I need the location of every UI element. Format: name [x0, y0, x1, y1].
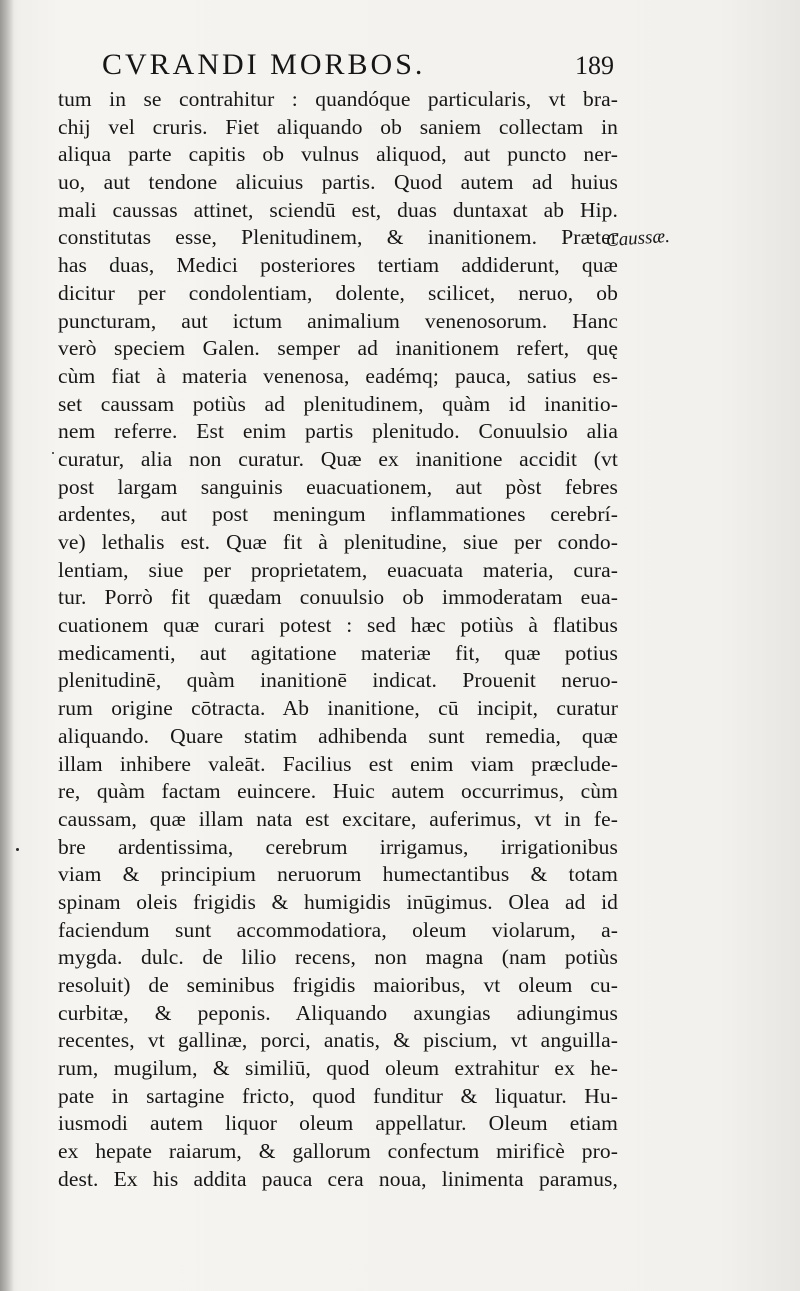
ink-speck [52, 452, 54, 454]
text-line: recentes, vt gallinæ, porci, anatis, & piscium, vt anguilla- [58, 1028, 618, 1053]
text-line: bre ardentissima, cerebrum irrigamus, irrigationibus [58, 834, 618, 859]
text-line: ardentes, aut post meningum inflammationes cerebrí- [58, 502, 618, 527]
text-line: mali caussas attinet, sciendū est, duas duntaxat ab Hip. [58, 197, 618, 222]
text-line: iusmodi autem liquor oleum appellatur. Oleum etiam [58, 1111, 618, 1136]
text-line: curbitæ, & peponis. Aliquando axungias adiungimus [58, 1000, 618, 1025]
text-line: dest. Ex his addita pauca cera noua, linimenta paramus, [58, 1166, 618, 1191]
body-text [58, 86, 618, 1194]
text-line: tur. Porrò fit quædam conuulsio ob immoderatam eua- [58, 585, 618, 610]
ink-speck [16, 848, 19, 851]
text-line: cuationem quæ curari potest : sed hæc potiùs à flatibus [58, 613, 618, 638]
text-line: spinam oleis frigidis & humigidis inūgimus. Olea ad id [58, 889, 618, 914]
page-number: 189 [575, 51, 614, 80]
text-line: ve) lethalis est. Quæ fit à plenitudine, siue per condo- [58, 530, 618, 554]
text-line: tum in se contrahitur : quandóque particularis, vt bra- [58, 87, 618, 111]
text-line: ex hepate raiarum, & gallorum confectum mirificè pro- [58, 1139, 618, 1164]
text-line: constitutas esse, Plenitudinem, & inanitionem. Præter [58, 225, 618, 250]
text-line: lentiam, siue per proprietatem, euacuata materia, cura- [58, 557, 618, 582]
running-head [94, 44, 614, 86]
text-line: medicamenti, aut agitatione materiæ fit, quæ potius [58, 640, 618, 665]
text-line: chij vel cruris. Fiet aliquando ob saniem collectam in [58, 114, 618, 139]
text-line: has duas, Medici posteriores tertiam addiderunt, quæ [58, 253, 618, 278]
text-line: re, quàm factam euincere. Huic autem occurrimus, cùm [58, 779, 618, 804]
text-line: faciendum sunt accommodatiora, oleum violarum, a- [58, 917, 618, 942]
text-line: uo, aut tendone alicuius partis. Quod autem ad huius [58, 170, 618, 195]
text-line: resoluit) de seminibus frigidis maioribus, vt oleum cu- [58, 973, 618, 997]
text-line: nem referre. Est enim partis plenitudo. Conuulsio alia [58, 419, 618, 444]
text-line: plenitudinē, quàm inanitionē indicat. Prouenit neruo- [58, 668, 618, 693]
text-line: rum origine cōtracta. Ab inanitione, cū incipit, curatur [58, 696, 618, 721]
marginal-note: Caussæ. [605, 225, 671, 252]
text-line: verò speciem Galen. semper ad inanitionem refert, quę [58, 336, 618, 361]
text-line: cùm fiat à materia venenosa, eadémq; pauca, satius es- [58, 363, 618, 388]
page-title: CVRANDI MORBOS. [102, 48, 426, 81]
text-line: rum, mugilum, & similiū, quod oleum extrahitur ex he- [58, 1056, 618, 1081]
text-line: illam inhibere valeāt. Facilius est enim viam præclude- [58, 751, 618, 776]
page-gutter-shadow [0, 0, 14, 1291]
text-line: aliquando. Quare statim adhibenda sunt remedia, quæ [58, 723, 618, 748]
text-line: dicitur per condolentiam, dolente, scilicet, neruo, ob [58, 280, 618, 305]
text-line: mygda. dulc. de lilio recens, non magna (nam potiùs [58, 945, 618, 970]
text-line: post largam sanguinis euacuationem, aut pòst febres [58, 474, 618, 499]
text-line: caussam, quæ illam nata est excitare, auferimus, vt in fe- [58, 806, 618, 831]
text-line: puncturam, aut ictum animalium venenosorum. Hanc [58, 308, 618, 333]
text-line: set caussam potiùs ad plenitudinem, quàm id inanitio- [58, 391, 618, 416]
text-line: curatur, alia non curatur. Quæ ex inanitione accidit (vt [58, 446, 618, 471]
text-line: pate in sartagine fricto, quod funditur & liquatur. Hu- [58, 1083, 618, 1108]
text-line: viam & principium neruorum humectantibus & totam [58, 862, 618, 887]
text-line: aliqua parte capitis ob vulnus aliquod, aut puncto ner- [58, 142, 618, 167]
